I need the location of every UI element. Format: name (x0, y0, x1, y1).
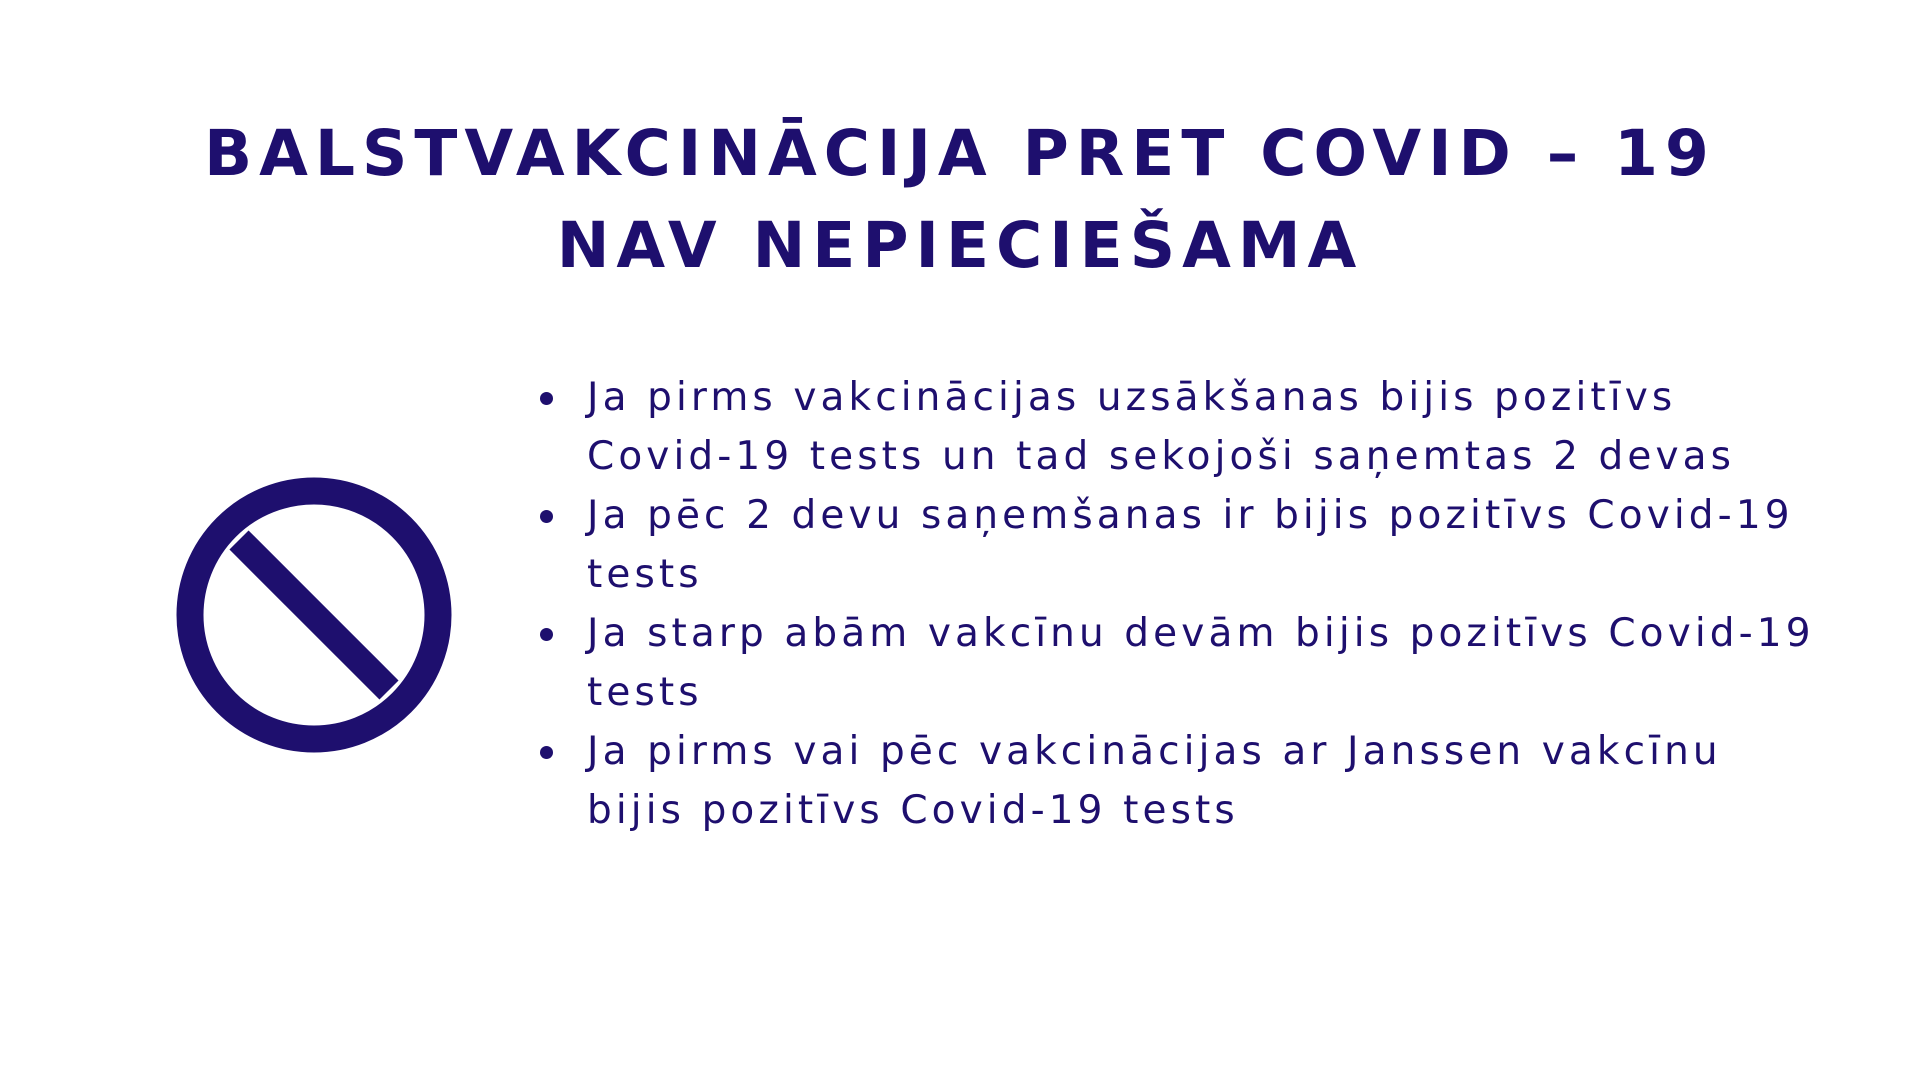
list-item-text: Ja pirms vakcinācijas uzsākšanas bijis pozitīvs Covid-19 tests un tad sekojoši saņemtas 2 devas (587, 375, 1736, 479)
list-item (538, 486, 1818, 604)
list-item-text: Ja pēc 2 devu saņemšanas ir bijis pozitīvs Covid-19 tests (587, 493, 1794, 597)
bullet-icon (540, 746, 553, 759)
conditions-list (538, 368, 1818, 840)
list-item (538, 368, 1818, 486)
bullet-icon (540, 510, 553, 523)
list-item-text: Ja pirms vai pēc vakcinācijas ar Janssen vakcīnu bijis pozitīvs Covid-19 tests (587, 729, 1722, 833)
bullet-icon (540, 628, 553, 641)
bullet-icon (540, 392, 553, 405)
list-item (538, 722, 1818, 840)
list-item (538, 604, 1818, 722)
prohibition-icon (175, 476, 453, 754)
title-line-1: BALSTVAKCINĀCIJA PRET COVID – 19 (204, 117, 1716, 190)
list-item-text: Ja starp abām vakcīnu devām bijis pozitīvs Covid-19 tests (587, 611, 1815, 715)
page-title (0, 108, 1920, 292)
title-line-2: NAV NEPIECIEŠAMA (556, 209, 1364, 282)
